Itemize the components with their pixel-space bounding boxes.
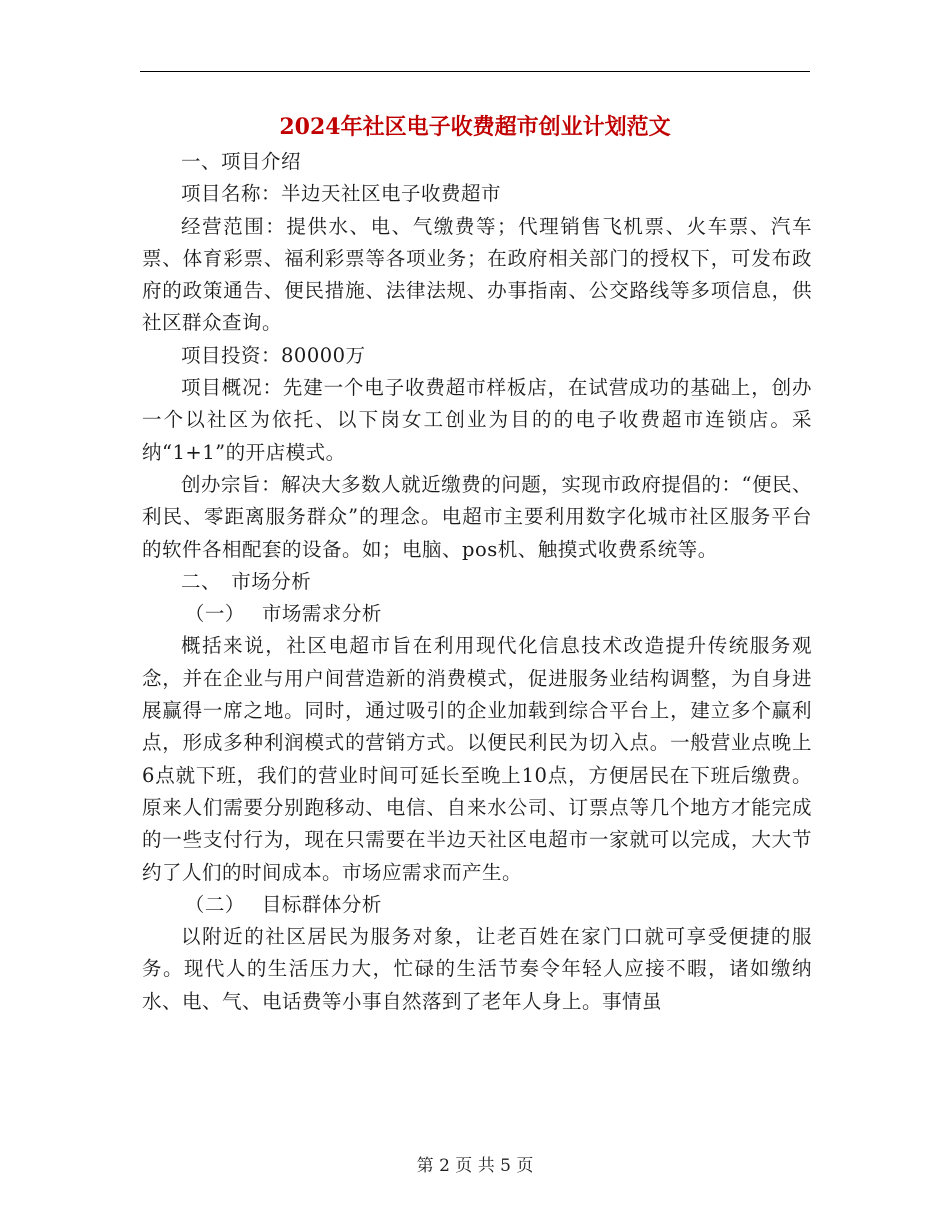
- paragraph-purpose: 创办宗旨：解决大多数人就近缴费的问题，实现市政府提倡的：“便民、利民、零距离服务群众”的理念。电超市主要利用数字化城市社区服务平台的软件各相配套的设备。如；电脑、pos机、触摸式收费系统等。: [142, 472, 812, 561]
- document-title: 2024年社区电子收费超市创业计划范文: [279, 114, 671, 140]
- section-heading-market: 二、 市场分析: [181, 569, 312, 593]
- paragraph-business-scope: 经营范围：提供水、电、气缴费等；代理销售飞机票、火车票、汽车票、体育彩票、福利彩票等各项业务；在政府相关部门的授权下，可发布政府的政策通告、便民措施、法律法规、办事指南、公交路线等多项信息，供社区群众查询。: [142, 214, 812, 335]
- page-number: 第 2 页 共 5 页: [416, 1156, 534, 1176]
- paragraph-project-name: 项目名称：半边天社区电子收费超市: [181, 182, 502, 206]
- header-rule: [140, 71, 810, 72]
- section-heading-intro: 一、项目介绍: [181, 150, 302, 173]
- subheading-demand: （一） 市场需求分析: [184, 602, 382, 626]
- paragraph-demand: 概括来说，社区电超市旨在利用现代化信息技术改造提升传统服务观念，并在企业与用户间营造新的消费模式，促进服务业结构调整，为自身进展赢得一席之地。同时，通过吸引的企业加载到综合平台上，建立多个赢利点，形成多种利润模式的营销方式。以便民利民为切入点。一般营业点晚上6点就下班，我们的营业时间可延长至晚上10点，方便居民在下班后缴费。原来人们需要分别跑移动、电信、自来水公司、订票点等几个地方才能完成的一些支付行为，现在只需要在半边天社区电超市一家就可以完成，大大节约了人们的时间成本。市场应需求而产生。: [142, 634, 812, 884]
- document-body: [142, 146, 812, 1018]
- paragraph-investment: 项目投资：80000万: [181, 343, 366, 367]
- paragraph-target-group: 以附近的社区居民为服务对象，让老百姓在家门口就可享受便捷的服务。现代人的生活压力大，忙碌的生活节奏令年轻人应接不暇，诸如缴纳水、电、气、电话费等小事自然落到了老年人身上。事情虽: [142, 925, 812, 1013]
- subheading-target-group: （二） 目标群体分析: [184, 892, 382, 916]
- paragraph-overview: 项目概况：先建一个电子收费超市样板店，在试营成功的基础上，创办一个以社区为依托、以下岗女工创业为目的的电子收费超市连锁店。采纳“1+1”的开店模式。: [142, 376, 812, 464]
